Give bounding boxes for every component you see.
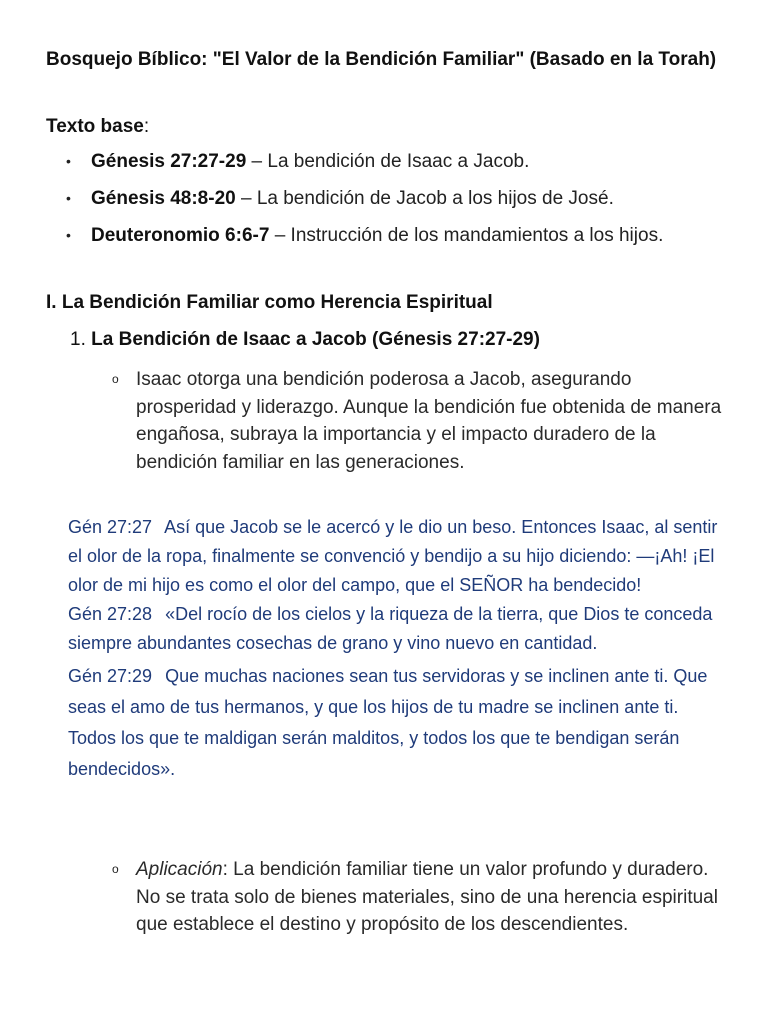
ref-description: – La bendición de Isaac a Jacob. (246, 151, 530, 172)
bullet-icon: • (66, 190, 71, 206)
verse-block (68, 513, 728, 785)
verse (68, 661, 728, 785)
base-text-colon: : (143, 116, 150, 137)
bullet-icon: • (66, 153, 71, 169)
verse-text: Así que Jacob se le acercó y le dio un beso. Entonces Isaac, al sentir el olor de la ropa, finalmente se convenció y bendijo a su hijo diciendo: —¡Ah! ¡El olor de mi hijo es como el olor del campo, que el SEÑOR ha bendecido! (68, 517, 718, 595)
application-text (136, 856, 728, 939)
scripture-ref: Génesis 27:27-29 (91, 151, 247, 172)
subsection-heading (70, 327, 540, 353)
subsection-title: La Bendición de Isaac a Jacob (Génesis 27:27-29) (91, 329, 540, 350)
list-item (0, 185, 691, 212)
scripture-ref: Génesis 48:8-20 (91, 188, 236, 209)
section-heading: I. La Bendición Familiar como Herencia Espiritual (46, 292, 493, 313)
base-refs-list (0, 148, 768, 259)
verse (68, 600, 728, 658)
verse-text: «Del rocío de los cielos y la riqueza de la tierra, que Dios te conceda siempre abundantes cosechas de grano y vino nuevo en cantidad. (68, 604, 713, 653)
base-text-label-text: Texto base (46, 116, 144, 137)
verse-ref: Gén 27:29 (68, 666, 153, 686)
document-title: Bosquejo Bíblico: "El Valor de la Bendición Familiar" (Basado en la Torah) (46, 49, 717, 70)
circle-bullet-icon: o (112, 372, 119, 386)
scripture-ref: Deuteronomio 6:6-7 (91, 225, 270, 246)
list-item (0, 148, 691, 175)
verse (68, 513, 728, 600)
verse-ref: Gén 27:28 (68, 604, 153, 624)
point-text: Isaac otorga una bendición poderosa a Jacob, asegurando prosperidad y liderazgo. Aunque la bendición fue obtenida de manera engañosa, subraya la importancia y el impacto duradero de la bendición familiar en las generaciones. (136, 369, 722, 473)
base-text-label (46, 114, 149, 140)
bullet-icon: • (66, 227, 71, 243)
subsection-number: 1. (70, 329, 86, 350)
circle-bullet-icon: o (112, 862, 119, 876)
ref-description: – La bendición de Jacob a los hijos de José. (235, 188, 614, 209)
application-body: : La bendición familiar tiene un valor profundo y duradero. No se trata solo de bienes materiales, sino de una herencia espiritual que establece el destino y propósito de los descendientes. (136, 859, 718, 935)
verse-text: Que muchas naciones sean tus servidoras y se inclinen ante ti. Que seas el amo de tus hermanos, y que los hijos de tu madre se inclinen ante ti. Todos los que te maldigan serán malditos, y todos los que te bendigan serán bendecidos». (68, 666, 708, 779)
ref-description: – Instrucción de los mandamientos a los hijos. (269, 225, 664, 246)
list-item (0, 222, 691, 249)
application-label: Aplicación (136, 859, 223, 880)
verse-ref: Gén 27:27 (68, 517, 153, 537)
